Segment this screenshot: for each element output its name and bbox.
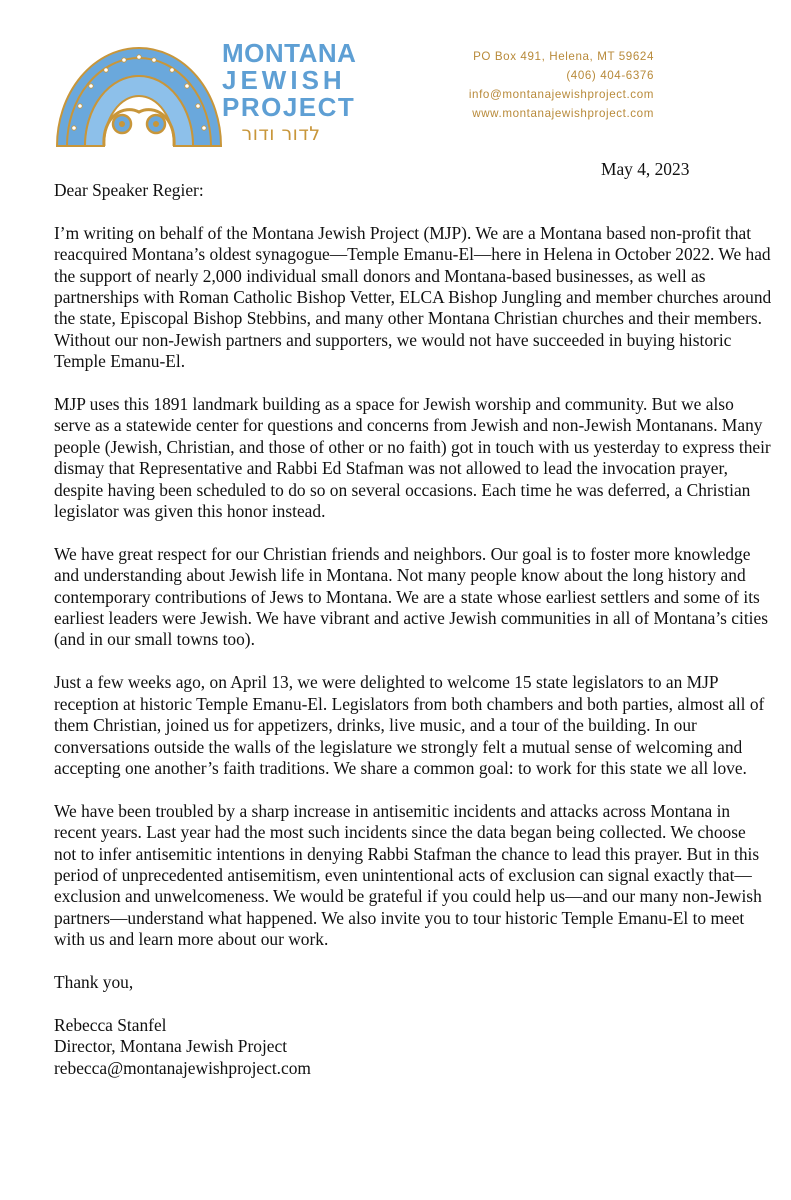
org-name-line-3: PROJECT (222, 92, 356, 122)
org-name-line-2: JEWISH (222, 65, 346, 95)
paragraph-4: Just a few weeks ago, on April 13, we were delighted to welcome 15 state legislators to an MJP reception at historic Temple Emanu-El. Legislators from both chambers and both parties, almost all of them Christian, joined us for appetizers, drinks, live music, and a tour of the building. In our conversations outside the walls of the legislature we strongly felt a mutual sense of welcoming and accepting one another’s faith traditions. We share a common goal: to work for this state we all love. (54, 672, 765, 778)
org-name-line-1: MONTANA (222, 38, 357, 68)
closing: Thank you, (54, 971, 134, 992)
paragraph-1: I’m writing on behalf of the Montana Jewish Project (MJP). We are a Montana based non-profit that reacquired Montana’s oldest synagogue—Temple Emanu-El—here in Helena in October 2022. We had the support of nearly 2,000 individual small donors and Montana-based businesses, as well as partnerships with Roman Catholic Bishop Vetter, ELCA Bishop Jungling and member churches around the state, Episcopal Bishop Stebbins, and many other Montana Christian churches and their members. Without our non-Jewish partners and supporters, we would not have succeeded in buying historic Temple Emanu-El. (54, 222, 772, 372)
paragraph-3: We have great respect for our Christian friends and neighbors. Our goal is to foster more knowledge and understanding about Jewish life in Montana. Not many people know about the long history and contemporary contributions of Jews to Montana. We are a state whose earliest settlers and some of its earliest leaders were Jewish. We have vibrant and active Jewish communities in all of Montana’s cities (and in our small towns too). (54, 543, 768, 650)
website-link[interactable]: www.montanajewishproject.com (472, 107, 654, 120)
letter-body (54, 180, 772, 1079)
signer-name: Rebecca Stanfel (54, 1014, 167, 1035)
salutation: Dear Speaker Regier: (54, 180, 204, 200)
signer-title: Director, Montana Jewish Project (54, 1036, 288, 1057)
organization-name (222, 38, 357, 146)
address: PO Box 491, Helena, MT 59624 (473, 50, 654, 63)
org-email-link[interactable]: info@montanajewishproject.com (468, 88, 654, 101)
letter-date: May 4, 2023 (601, 159, 690, 179)
arch-logo (54, 38, 224, 148)
signer-email-link[interactable]: rebecca@montanajewishproject.com (54, 1057, 311, 1078)
paragraph-5: We have been troubled by a sharp increase in antisemitic incidents and attacks across Montana in recent years. Last year had the most such incidents since the data began being collected. We choose not to infer antisemitic intentions in denying Rabbi Stafman the chance to lead this prayer. But in this period of unprecedented antisemitism, even unintentional acts of exclusion can signal exactly that—exclusion and unwelcomeness. We would be grateful if you could help us—and our many non-Jewish partners—understand what happened. We also invite you to tour historic Temple Emanu-El to meet with us and learn more about our work. (54, 800, 762, 950)
hebrew-motto: לדור ודור (241, 123, 321, 145)
contact-block (469, 47, 654, 123)
signature-block (54, 1015, 772, 1079)
paragraph-2: MJP uses this 1891 landmark building as a space for Jewish worship and community. But we also serve as a statewide center for questions and concerns from Jewish and non-Jewish Montanans. Many people (Jewish, Christian, and those of other or no faith) got in touch with us yesterday to express their dismay that Representative and Rabbi Ed Stafman was not allowed to lead the invocation prayer, despite having been scheduled to do so on several occasions. Each time he was deferred, a Christian legislator was given this honor instead. (54, 394, 771, 522)
phone: (406) 404-6376 (566, 69, 654, 82)
